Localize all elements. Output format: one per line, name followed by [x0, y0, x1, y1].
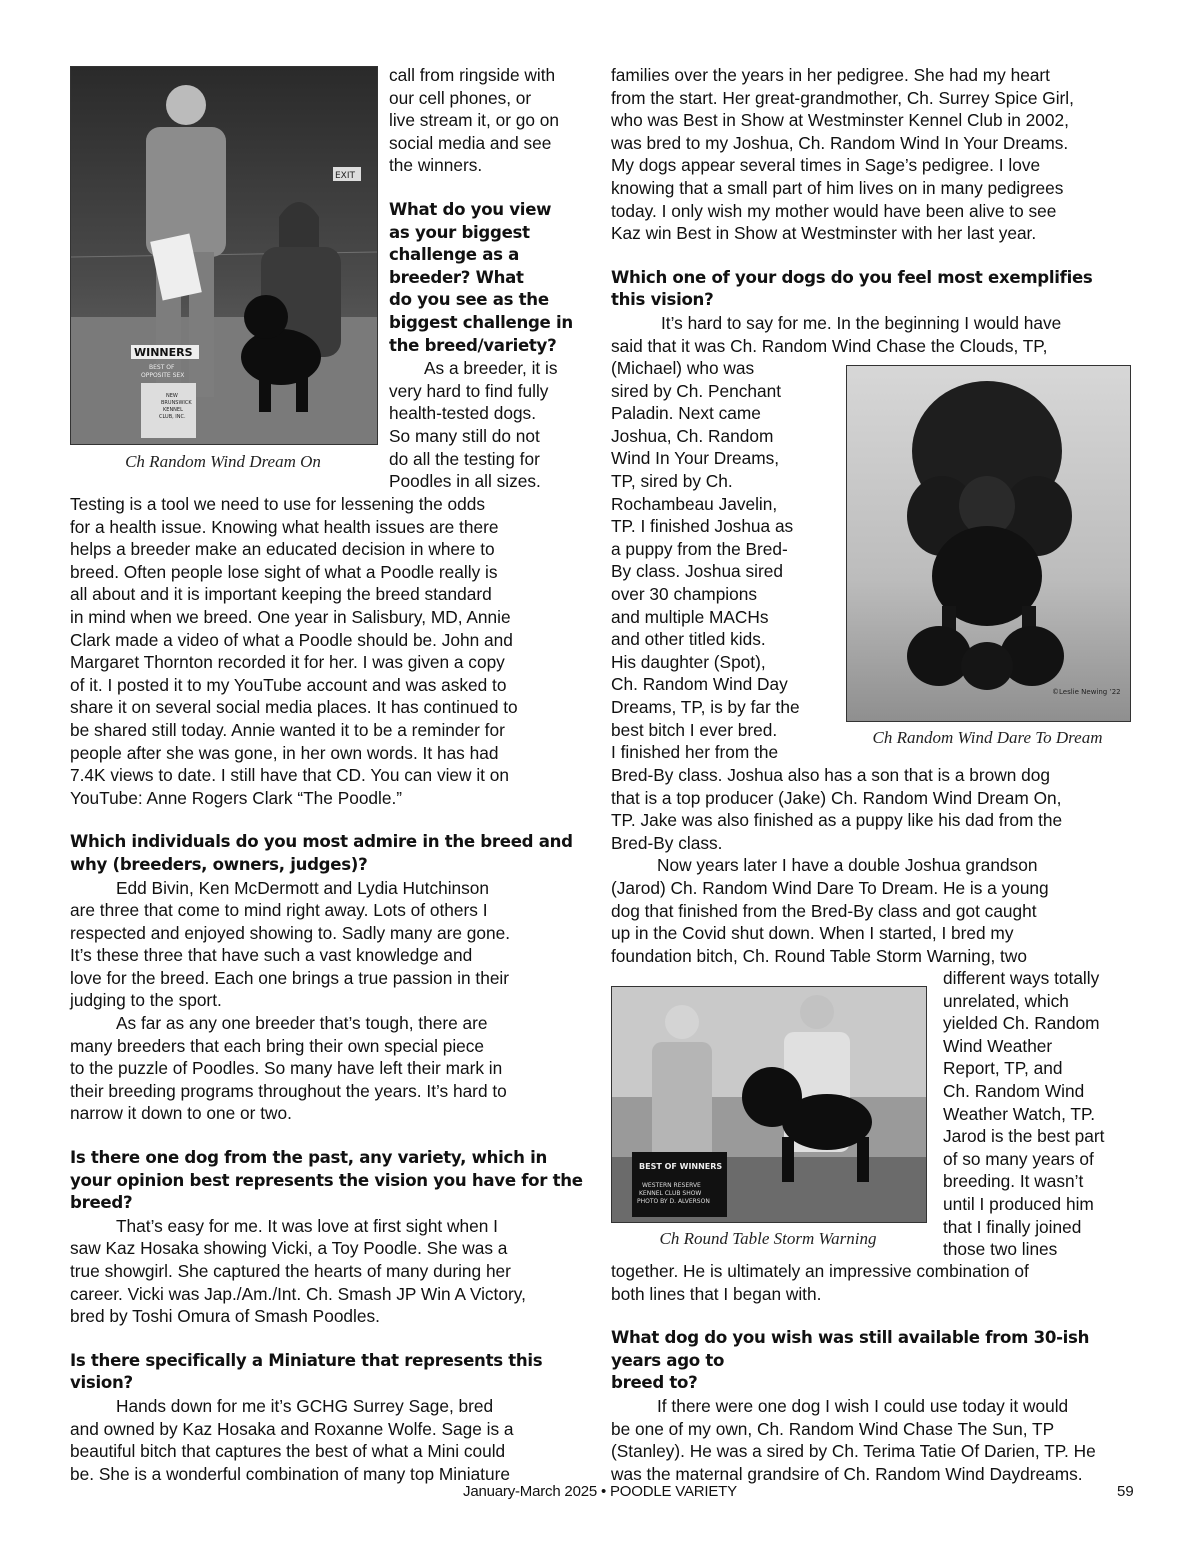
col2-mid-text: [611, 764, 1141, 967]
text-line: Ch. Random Wind Day: [611, 674, 788, 695]
text-line: Bred-By class. Joshua also has a son that is a brown dog: [611, 765, 1050, 785]
question-heading: breed?: [70, 1193, 133, 1213]
text-line: call from ringside with: [389, 65, 556, 85]
text-line: Wind Weather: [943, 1035, 1053, 1056]
text-line: helps a breeder make an educated decision in where to: [70, 539, 495, 560]
text-line: (Stanley). He was a sired by Ch. Terima Tatie Of Darien, TP. He: [611, 1441, 1096, 1462]
winners-sign-club-2: BRUNSWICK: [161, 400, 192, 406]
question-heading: this vision?: [611, 290, 714, 310]
col2-top-text: [611, 64, 1141, 357]
photo-credit: ©Leslie Newing ’22: [1052, 688, 1121, 696]
text-line: Jarod is the best part: [943, 1126, 1105, 1147]
text-line: very hard to find fully: [389, 380, 549, 401]
photo3-sign-line-2: KENNEL CLUB SHOW: [639, 1190, 702, 1197]
text-line: It’s these three that have such a vast knowledge and: [70, 945, 473, 966]
question-heading: biggest challenge in: [389, 312, 573, 332]
col1-main-text: [70, 493, 590, 1485]
text-line: As far as any one breeder that’s tough, there are: [116, 1013, 488, 1034]
question-heading: Which individuals do you most admire in the breed and: [70, 832, 573, 852]
question-heading: do you see as the: [389, 290, 549, 310]
text-line: social media and see: [389, 132, 552, 153]
text-line: different ways totally: [943, 968, 1100, 988]
page-number: 59: [1117, 1483, 1134, 1500]
question-heading: vision?: [70, 1373, 133, 1393]
text-line: bred by Toshi Omura of Smash Poodles.: [70, 1306, 380, 1327]
text-line: sired by Ch. Penchant: [611, 380, 782, 401]
text-line: share it on several social media places. It has continued to: [70, 697, 518, 718]
col2-side-text: [943, 967, 1143, 1261]
text-line: Hands down for me it’s GCHG Surrey Sage, bred: [116, 1395, 494, 1416]
text-line: from the start. Her great-grandmother, Ch. Surrey Spice Girl,: [611, 87, 1074, 108]
text-line: (Michael) who was: [611, 358, 755, 378]
text-line: for a health issue. Knowing what health issues are there: [70, 516, 499, 537]
text-line: today. I only wish my mother would have been alive to see: [611, 200, 1057, 221]
photo-black-poodle-portrait: [846, 365, 1131, 722]
text-line: of so many years of: [943, 1148, 1094, 1169]
text-line: Report, TP, and: [943, 1058, 1063, 1079]
col1-top-text: [389, 64, 589, 493]
text-line: Margaret Thornton recorded it for her. I was given a copy: [70, 652, 505, 673]
text-line: until I produced him: [943, 1193, 1094, 1214]
text-line: breed. Often people lose sight of what a Poodle really is: [70, 561, 498, 582]
text-line: career. Vicki was Jap./Am./Int. Ch. Smash JP Win A Victory,: [70, 1283, 526, 1304]
text-line: So many still do not: [389, 425, 540, 446]
text-line: be one of my own, Ch. Random Wind Chase The Sun, TP: [611, 1418, 1055, 1439]
question-heading: the breed/variety?: [389, 335, 557, 355]
text-line: are three that come to mind right away. Lots of others I: [70, 900, 488, 921]
text-line: beautiful bitch that captures the best of what a Mini could: [70, 1441, 506, 1462]
text-line: who was Best in Show at Westminster Kennel Club in 2002,: [611, 110, 1069, 131]
question-heading: breeder? What: [389, 267, 524, 287]
text-line: dog that finished from the Bred-By class and got caught: [611, 900, 1037, 921]
text-line: was the maternal grandsire of Ch. Random Wind Daydreams.: [611, 1463, 1083, 1484]
photo-woman-man-poodle-show: [611, 986, 927, 1223]
text-line: Clark made a video of what a Poodle should be. John and: [70, 629, 513, 650]
photo-handler-with-poodle: [70, 66, 378, 445]
text-line: a puppy from the Bred-: [611, 538, 788, 559]
text-line: Bred-By class.: [611, 832, 723, 853]
text-line: TP, sired by Ch.: [611, 470, 733, 491]
question-heading: Is there specifically a Miniature that represents this: [70, 1350, 543, 1370]
question-heading: Is there one dog from the past, any variety, which in: [70, 1148, 547, 1168]
text-line: TP. I finished Joshua as: [611, 516, 794, 537]
question-heading: breed to?: [611, 1373, 698, 1393]
text-line: our cell phones, or: [389, 87, 532, 108]
text-line: saw Kaz Hosaka showing Vicki, a Toy Poodle. She was a: [70, 1238, 508, 1259]
text-line: many breeders that each bring their own special piece: [70, 1035, 485, 1056]
exit-sign-text: EXIT: [335, 171, 356, 181]
text-line: Paladin. Next came: [611, 403, 761, 424]
text-line: TP. Jake was also finished as a puppy like his dad from the: [611, 810, 1063, 831]
text-line: people after she was gone, in her own words. It has had: [70, 742, 499, 763]
text-line: Now years later I have a double Joshua grandson: [657, 855, 1038, 876]
text-line: health-tested dogs.: [389, 403, 536, 424]
question-heading: Which one of your dogs do you feel most exemplifies: [611, 267, 1093, 287]
text-line: and other titled kids.: [611, 629, 766, 650]
text-line: of it. I posted it to my YouTube account and was asked to: [70, 674, 507, 695]
text-line: was bred to my Joshua, Ch. Random Wind In Your Dreams.: [611, 132, 1069, 153]
question-heading: as your biggest: [389, 222, 530, 242]
text-line: 7.4K views to date. I still have that CD. You can view it on: [70, 765, 509, 786]
text-line: be shared still today. Annie wanted it to be a reminder for: [70, 719, 505, 740]
text-line: Wind In Your Dreams,: [611, 448, 780, 469]
question-heading: What dog do you wish was still available from 30-ish: [611, 1328, 1090, 1348]
winners-sign-club-4: CLUB, INC.: [159, 414, 186, 420]
text-line: together. He is ultimately an impressive combination of: [611, 1261, 1029, 1281]
text-line: YouTube: Anne Rogers Clark “The Poodle.”: [70, 787, 403, 808]
text-line: I finished her from the: [611, 742, 779, 763]
text-line: both lines that I began with.: [611, 1283, 822, 1304]
text-line: Testing is a tool we need to use for lessening the odds: [70, 494, 486, 514]
text-line: My dogs appear several times in Sage’s pedigree. I love: [611, 155, 1041, 176]
photo3-sign-line-3: PHOTO BY D. ALVERSON: [637, 1198, 710, 1205]
text-line: over 30 champions: [611, 583, 758, 604]
text-line: true showgirl. She captured the hearts of many during her: [70, 1261, 511, 1281]
text-line: Poodles in all sizes.: [389, 471, 541, 492]
question-heading: years ago to: [611, 1350, 725, 1370]
text-line: foundation bitch, Ch. Round Table Storm Warning, two: [611, 945, 1027, 966]
text-line: said that it was Ch. Random Wind Chase the Clouds, TP,: [611, 335, 1048, 356]
text-line: breeding. It wasn’t: [943, 1171, 1084, 1192]
text-line: (Jarod) Ch. Random Wind Dare To Dream. He is a young: [611, 877, 1049, 898]
text-line: knowing that a small part of him lives on in many pedigrees: [611, 177, 1064, 198]
winners-sign-club-3: KENNEL: [163, 407, 183, 413]
text-line: Rochambeau Javelin,: [611, 493, 778, 514]
photo3-sign-title: BEST OF WINNERS: [639, 1162, 723, 1171]
text-line: be. She is a wonderful combination of many top Miniature: [70, 1463, 510, 1484]
text-line: all about and it is important keeping the breed standard: [70, 584, 492, 605]
text-line: His daughter (Spot),: [611, 651, 766, 672]
text-line: Edd Bivin, Ken McDermott and Lydia Hutchinson: [116, 877, 490, 898]
text-line: Weather Watch, TP.: [943, 1103, 1096, 1124]
text-line: That’s easy for me. It was love at first sight when I: [116, 1215, 498, 1236]
col2-narrow-text: [611, 357, 836, 764]
text-line: their breeding programs throughout the years. It’s hard to: [70, 1080, 507, 1101]
page-footer: January-March 2025 • POODLE VARIETY: [463, 1483, 737, 1500]
text-line: families over the years in her pedigree. She had my heart: [611, 65, 1050, 85]
winners-sign-title: WINNERS: [134, 346, 193, 359]
winners-sign-sub1: BEST OF: [149, 364, 175, 371]
text-line: respected and enjoyed showing to. Sadly many are gone.: [70, 922, 510, 943]
text-line: live stream it, or go on: [389, 110, 560, 131]
text-line: As a breeder, it is: [424, 358, 558, 379]
question-heading: challenge as a: [389, 245, 520, 265]
photo3-caption: Ch Round Table Storm Warning: [659, 1229, 877, 1248]
text-line: and multiple MACHs: [611, 606, 769, 627]
col2-bottom-text: [611, 1260, 1141, 1485]
question-heading: why (breeders, owners, judges)?: [70, 854, 368, 874]
text-line: to the puzzle of Poodles. So many have left their mark in: [70, 1058, 503, 1079]
text-line: that I finally joined: [943, 1216, 1082, 1237]
winners-sign-sub2: OPPOSITE SEX: [141, 372, 185, 379]
text-line: It’s hard to say for me. In the beginning I would have: [661, 312, 1062, 333]
text-line: the winners.: [389, 155, 483, 176]
photo3-sign-line-1: WESTERN RESERVE: [642, 1182, 701, 1189]
text-line: that is a top producer (Jake) Ch. Random Wind Dream On,: [611, 787, 1062, 808]
text-line: narrow it down to one or two.: [70, 1103, 292, 1124]
winners-sign-club-1: NEW: [166, 393, 178, 399]
text-line: those two lines: [943, 1239, 1058, 1260]
text-line: Kaz win Best in Show at Westminster with her last year.: [611, 223, 1037, 244]
text-line: up in the Covid shut down. When I started, I bred my: [611, 923, 1014, 944]
text-line: unrelated, which: [943, 990, 1069, 1011]
text-line: best bitch I ever bred.: [611, 719, 778, 740]
text-line: yielded Ch. Random: [943, 1013, 1100, 1034]
question-heading: What do you view: [389, 199, 552, 219]
question-heading: your opinion best represents the vision you have for the: [70, 1170, 583, 1190]
text-line: in mind when we breed. One year in Salisbury, MD, Annie: [70, 606, 511, 627]
text-line: Ch. Random Wind: [943, 1080, 1085, 1101]
text-line: and owned by Kaz Hosaka and Roxanne Wolfe. Sage is a: [70, 1418, 514, 1439]
text-line: If there were one dog I wish I could use today it would: [657, 1395, 1069, 1416]
text-line: Joshua, Ch. Random: [611, 425, 774, 446]
text-line: do all the testing for: [389, 448, 540, 469]
text-line: By class. Joshua sired: [611, 561, 783, 582]
text-line: judging to the sport.: [70, 990, 222, 1011]
text-line: Dreams, TP, is by far the: [611, 696, 800, 717]
photo1-caption: Ch Random Wind Dream On: [125, 452, 321, 471]
text-line: love for the breed. Each one brings a true passion in their: [70, 967, 510, 988]
photo2-caption: Ch Random Wind Dare To Dream: [872, 728, 1103, 747]
